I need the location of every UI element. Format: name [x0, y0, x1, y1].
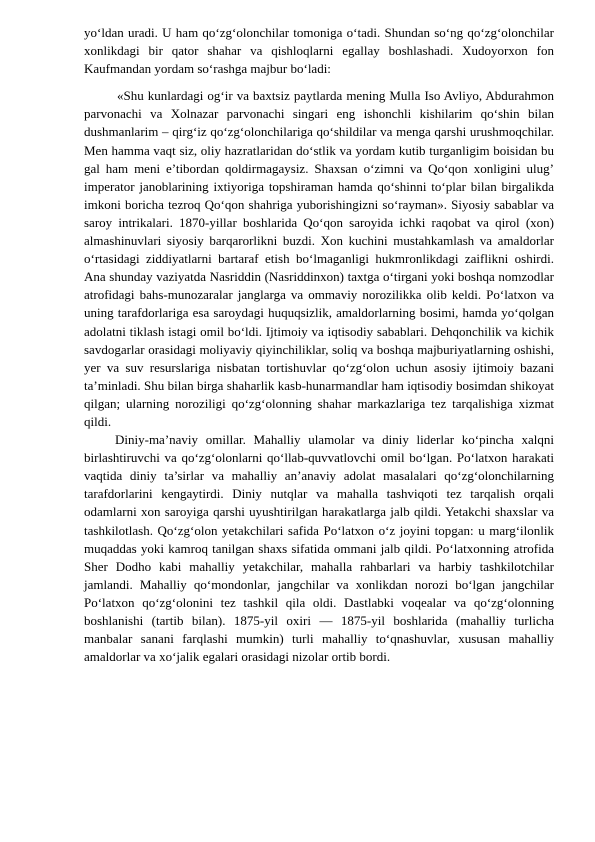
paragraph-quote-and-causes: «Shu kunlardagi og‘ir va baxtsiz paytlarda mening Mulla Iso Avliyo, Abdurahmon parvonachi va Xolnazar parvonachi singari eng ishonchli kishilarim qo‘shin bilan dushmanlarim – qirg‘iz qo‘zg‘olonchilariga qo‘shildilar va menga qarshi urushmoqchilar. Men hamma vaqt siz, oliy hazratlaridan do‘stlik va yordam kutib turganligim boisidan bu gal ham meni e’tibordan qoldirmagaysiz. Shaxsan o‘zimni va Qo‘qon xonligini ulug’ imperator janoblarining ixtiyoriga topshiraman hamda qo‘shinni to‘plar bilan birgalikda imkoni boricha tezroq Qo‘qon shahriga yuborishingizni so‘rayman». Siyosiy sabablar va saroy intrikalari. 1870-yillar boshlarida Qo‘qon saroyida ichki raqobat va qirol (xon) almashinuvlari siyosiy barqarorlikni buzdi. Xon kuchini mustahkamlash va amaldorlar o‘rtasidagi ziddiyatlarni bartaraf etish bo‘lmaganligi hukmronlikdagi zaiflikni oshirdi. Ana shunday vaziyatda Nasriddin (Nasriddinxon) taxtga o‘tirgani yoki boshqa nomzodlar atrofidagi bahs-munozaralar janglarga va ommaviy norozilikka olib keldi. Po‘latxon va uning tarafdorlariga esa saroydagi huquqsizlik, amaldorlarning bosimi, hamda yo‘qolgan adolatni tiklash istagi omil bo‘ldi. Ijtimoiy va iqtisodiy sabablari. Dehqonchilik va kichik savdogarlar orasidagi moliyaviy qiyinchiliklar, soliq va boshqa majburiyatlarning oshishi, yer va suv resurslariga nisbatan tortishuvlar qo‘zg‘olon uchun asosiy ijtimoiy bazani ta’minladi. Shu bilan birga shaharlik kasb-hunarmandlar ham iqtisodiy bosimdan shikoyat qilgan; ularning noroziligi qo‘zg‘olonning shahar markazlariga tez tarqalishiga xizmat qildi. — [84, 88, 554, 429]
document-page — [84, 24, 554, 666]
paragraph-religious-factors: Diniy-ma’naviy omillar. Mahalliy ulamolar va diniy liderlar ko‘pincha xalqni birlashtiruvchi va qo‘zg‘olonlarni qo‘llab-quvvatlovchi omil bo‘lgan. Po‘latxon harakati vaqtida diniy ta’sirlar va mahalliy an’anaviy adolat masalalari qo‘zg‘olonchilarning tarafdorlarini kengaytirdi. Diniy nutqlar va mahalla tashviqoti tez tarqalish orqali odamlarni xon saroyiga qarshi uyushtirilgan harakatlarga jalb qildi. Yetakchi shaxslar va tashkilotlash. Qo‘zg‘olon yetakchilari safida Po‘latxon o‘z joyini topgan: u marg‘ilonlik muqaddas yoki kamroq tanilgan shaxs sifatida ommani jalb qildi. Po‘latxonning atrofida Sher Dodho kabi mahalliy yetakchilar, mahalla rahbarlari va harbiy tashkilotchilar jamlandi. Mahalliy qo‘mondonlar, jangchilar va xonlikdan norozi bo‘lgan jangchilar Po‘latxon qo‘zg‘olonini tez tashkil qila oldi. Dastlabki voqealar va qo‘zg‘olonning boshlanishi (tartib bilan). 1875-yil oxiri — 1875-yil boshlarida (mahalliy turlicha manbalar sanani farqlashi mumkin) turli mahalliy to‘qnashuvlar, xususan mahalliy amaldorlar va xo‘jalik egalari orasidagi nizolar ortib bordi. — [84, 432, 554, 665]
paragraph-intro: yo‘ldan uradi. U ham qo‘zg‘olonchilar tomoniga o‘tadi. Shundan so‘ng qo‘zg‘olonchilar xonlikdagi bir qator shahar va qishloqlarni egallay boshlashadi. Xudoyorxon fon Kaufmandan yordam so‘rashga majbur bo‘ladi: — [84, 25, 554, 77]
